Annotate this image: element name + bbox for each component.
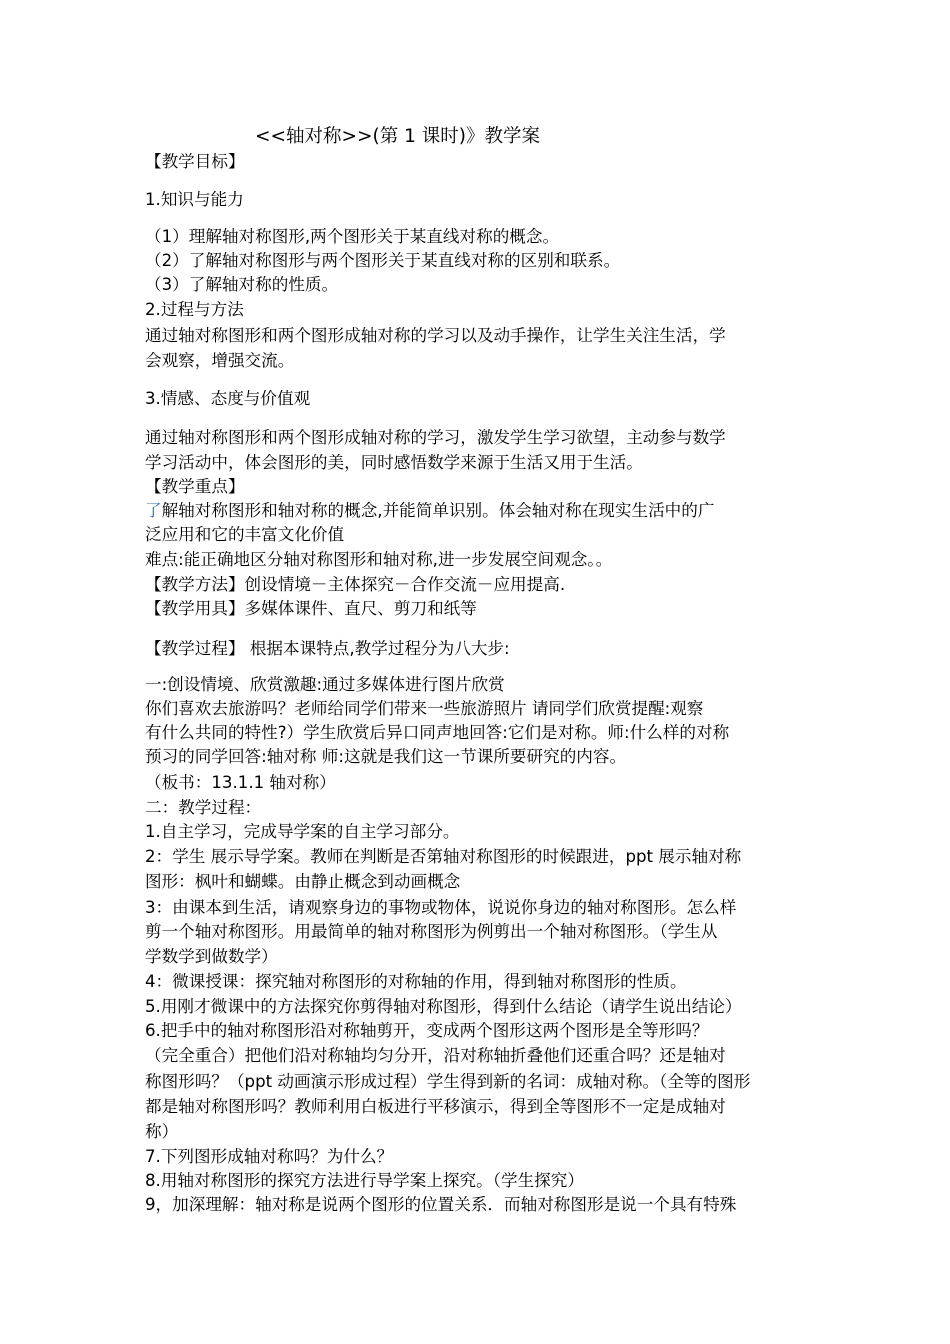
objective-item-3: （3）了解轴对称的性质。 [145,275,339,294]
paragraph-line-key-points: 了解轴对称图形和轴对称的概念,并能简单识别。体会轴对称在现实生活中的广 [145,501,715,520]
paragraph-line: 学数学到做数学） [145,947,278,966]
paragraph-line: 称） [145,1122,179,1141]
section-heading-objectives: 【教学目标】 [145,152,245,171]
subheading-process: 2.过程与方法 [145,300,244,319]
paragraph-line: 泛应用和它的丰富文化价值 [145,525,345,544]
list-item: 5.用刚才微课中的方法探究你剪得轴对称图形，得到什么结论（请学生说出结论） [145,997,742,1016]
objective-item-1: （1）理解轴对称图形,两个图形关于某直线对称的概念。 [145,227,560,246]
accent-char: 了 [145,501,162,520]
paragraph-line: 你们喜欢去旅游吗？老师给同学们带来一些旅游照片 请同学们欣赏提醒:观察 [145,699,704,718]
board-note: （板书：13.1.1 轴对称） [145,773,336,792]
paragraph-line: 剪一个轴对称图形。用最简单的轴对称图形为例剪出一个轴对称图形。（学生从 [145,922,718,941]
paragraph-line-difficulty: 难点:能正确地区分轴对称图形和轴对称,进一步发展空间观念。。 [145,550,613,569]
section-heading-tools: 【教学用具】多媒体课件、直尺、剪刀和纸等 [145,599,477,618]
objective-item-2: （2）了解轴对称图形与两个图形关于某直线对称的区别和联系。 [145,251,621,270]
paragraph-line: 有什么共同的特性?）学生欣赏后异口同声地回答:它们是对称。师:什么样的对称 [145,723,730,742]
paragraph-line: 通过轴对称图形和两个图形成轴对称的学习以及动手操作，让学生关注生活，学 [145,326,726,345]
list-item: 7.下列图形成轴对称吗？为什么？ [145,1147,394,1166]
section-heading-key-points: 【教学重点】 [145,477,245,496]
paragraph-line: 预习的同学回答:轴对称 师:这就是我们这一节课所要研究的内容。 [145,747,627,766]
step-heading-1: 一:创设情境、欣赏激趣:通过多媒体进行图片欣赏 [145,675,505,694]
subheading-knowledge: 1.知识与能力 [145,190,244,209]
list-item: 3：由课本到生活，请观察身边的事物或物体，说说你身边的轴对称图形。怎么样 [145,898,737,917]
list-item: 1.自主学习，完成导学案的自主学习部分。 [145,822,460,841]
list-item: 9，加深理解：轴对称是说两个图形的位置关系．而轴对称图形是说一个具有特殊 [145,1195,737,1214]
paragraph-line: 学习活动中，体会图形的美，同时感悟数学来源于生活又用于生活。 [145,453,643,472]
paragraph-line: 都是轴对称图形吗？教师利用白板进行平移演示，得到全等图形不一定是成轴对 [145,1097,726,1116]
list-item: 4：微课授课：探究轴对称图形的对称轴的作用，得到轴对称图形的性质。 [145,972,687,991]
paragraph-line: （完全重合）把他们沿对称轴均匀分开，沿对称轴折叠他们还重合吗？还是轴对 [145,1046,726,1065]
step-heading-2: 二：教学过程： [145,798,262,817]
paragraph-line: 称图形吗？（ppt 动画演示形成过程）学生得到新的名词：成轴对称。（全等的图形 [145,1072,751,1091]
paragraph-line: 图形：枫叶和蝴蝶。由静止概念到动画概念 [145,872,461,891]
subheading-emotion: 3.情感、态度与价值观 [145,389,311,408]
section-heading-methods: 【教学方法】创设情境－主体探究－合作交流－应用提高. [145,575,566,594]
document-title: <<轴对称>>(第 1 课时)》教学案 [255,126,540,147]
section-heading-process: 【教学过程】 根据本课特点,教学过程分为八大步: [145,639,510,658]
list-item: 2：学生 展示导学案。教师在判断是否第轴对称图形的时候跟进，ppt 展示轴对称 [145,847,742,866]
paragraph-line: 会观察，增强交流。 [145,351,295,370]
list-item: 8.用轴对称图形的探究方法进行导学案上探究。（学生探究） [145,1171,584,1190]
paragraph-line: 通过轴对称图形和两个图形成轴对称的学习，激发学生学习欲望，主动参与数学 [145,428,726,447]
list-item: 6.把手中的轴对称图形沿对称轴剪开，变成两个图形这两个图形是全等形吗？ [145,1021,709,1040]
